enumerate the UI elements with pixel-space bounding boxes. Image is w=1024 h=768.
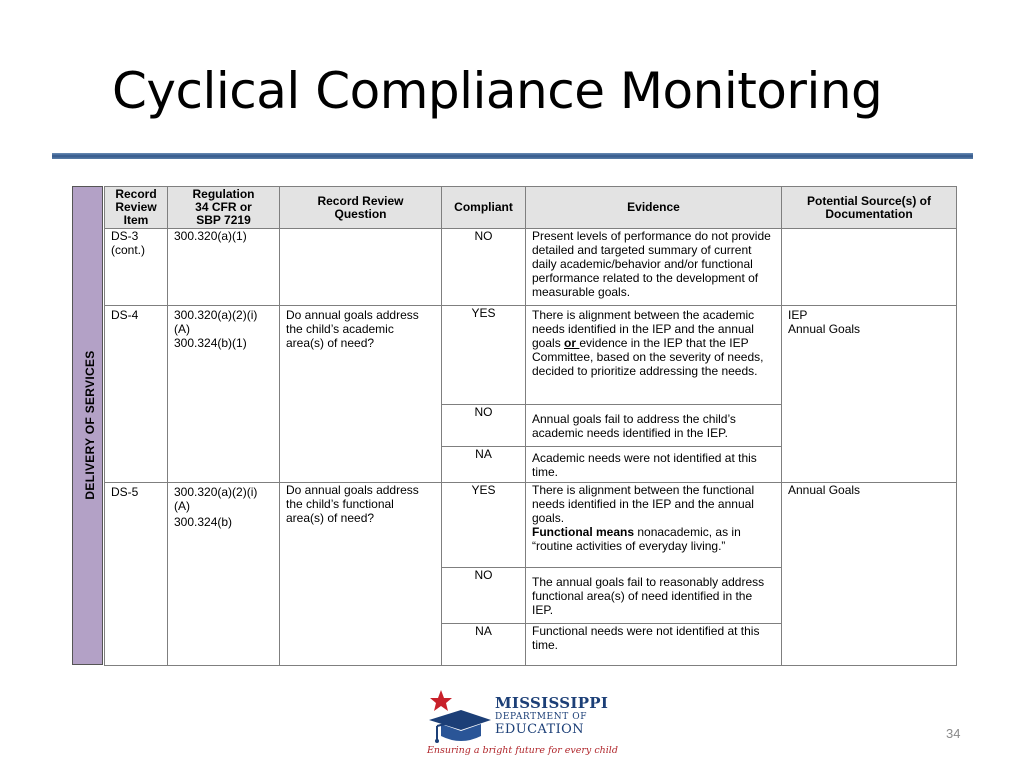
ds3-item: DS-3 (cont.) bbox=[105, 229, 168, 306]
ds3-compliant: NO bbox=[442, 229, 526, 306]
logo-line1: MISSISSIPPI bbox=[495, 694, 609, 712]
ds4-no-evidence: Annual goals fail to address the child’s academic needs identified in the IEP. bbox=[526, 405, 782, 447]
ds5-question: Do annual goals address the child’s functional area(s) of need? bbox=[280, 483, 442, 666]
ds4-item: DS-4 bbox=[105, 306, 168, 483]
ds3-question bbox=[280, 229, 442, 306]
logo-line2: DEPARTMENT OF bbox=[495, 712, 588, 722]
logo-line3: EDUCATION bbox=[495, 722, 584, 737]
ds5-source: Annual Goals bbox=[782, 483, 957, 666]
header-item: Record Review Item bbox=[105, 187, 168, 229]
or-emphasis: or bbox=[564, 336, 580, 350]
ds5-yes-compliant: YES bbox=[442, 483, 526, 568]
header-row bbox=[105, 187, 957, 229]
ds4-regulation: 300.320(a)(2)(i) (A) 300.324(b)(1) bbox=[168, 306, 280, 483]
ds5-no-evidence: The annual goals fail to reasonably address functional area(s) of need identified in the IEP. bbox=[526, 568, 782, 624]
header-evidence: Evidence bbox=[526, 187, 782, 229]
header-regulation: Regulation 34 CFR or SBP 7219 bbox=[168, 187, 280, 229]
ds5-yes-evidence: There is alignment between the functional needs identified in the IEP and the annual goals. Functional means nonacademic, as in “routine activities of everyday living.” bbox=[526, 483, 782, 568]
ds3-source bbox=[782, 229, 957, 306]
header-question: Record Review Question bbox=[280, 187, 442, 229]
ds4-yes-evidence: There is alignment between the academic needs identified in the IEP and the annual goals or evidence in the IEP that the IEP Committee, based on the severity of needs, decided to prioritize addressing the needs. bbox=[526, 306, 782, 405]
ds5-na-compliant: NA bbox=[442, 624, 526, 666]
table-row bbox=[105, 229, 957, 306]
ds4-na-compliant: NA bbox=[442, 447, 526, 483]
title-divider bbox=[52, 153, 973, 159]
ds3-evidence: Present levels of performance do not provide detailed and targeted summary of current daily academic/behavior and/or functional performance related to the development of measurable goals. bbox=[526, 229, 782, 306]
sidebar-label: DELIVERY OF SERVICES bbox=[83, 350, 97, 500]
graduation-cap-star-icon bbox=[427, 690, 493, 746]
ds4-no-compliant: NO bbox=[442, 405, 526, 447]
table-row bbox=[105, 483, 957, 568]
ds4-na-evidence: Academic needs were not identified at this time. bbox=[526, 447, 782, 483]
table-row bbox=[105, 306, 957, 405]
page-number: 34 bbox=[946, 726, 961, 741]
compliance-table bbox=[104, 186, 957, 666]
ds4-source: IEP Annual Goals bbox=[782, 306, 957, 483]
ds4-question: Do annual goals address the child’s academic area(s) of need? bbox=[280, 306, 442, 483]
ds3-regulation: 300.320(a)(1) bbox=[168, 229, 280, 306]
slide-title: Cyclical Compliance Monitoring bbox=[112, 62, 883, 120]
mde-logo bbox=[427, 690, 618, 758]
ds5-regulation: 300.320(a)(2)(i) (A) 300.324(b) bbox=[168, 483, 280, 666]
ds5-no-compliant: NO bbox=[442, 568, 526, 624]
header-source: Potential Source(s) of Documentation bbox=[782, 187, 957, 229]
logo-tagline: Ensuring a bright future for every child bbox=[427, 745, 618, 756]
ds4-yes-compliant: YES bbox=[442, 306, 526, 405]
ds5-na-evidence: Functional needs were not identified at this time. bbox=[526, 624, 782, 666]
header-compliant: Compliant bbox=[442, 187, 526, 229]
ds5-item: DS-5 bbox=[105, 483, 168, 666]
